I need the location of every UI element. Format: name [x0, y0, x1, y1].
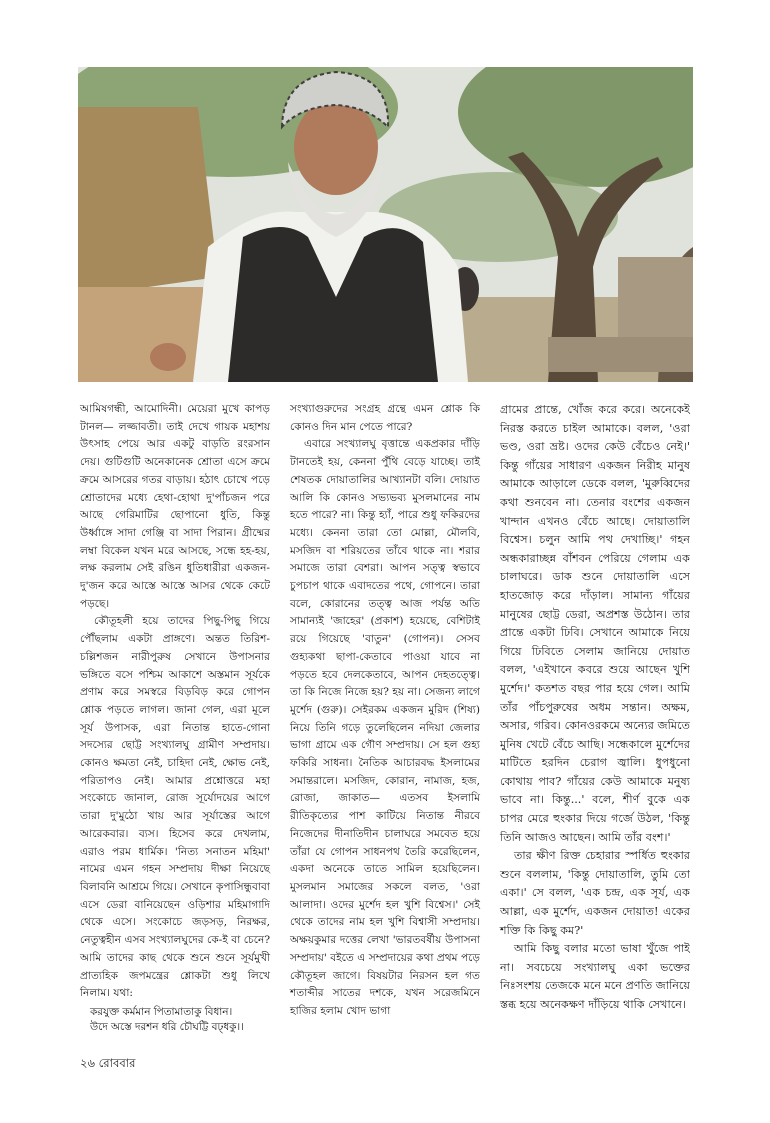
paragraph: আমি কিছু বলার মতো ভাষা খুঁজে পাই না। সবচেয়ে সংখ্যালঘু একা ভক্তের নিঃসংশয় তেজকে মনে মনে প্রণতি জানিয়ে স্তব্ধ হয়ে অনেকক্ষণ দাঁড়িয়ে থাকি সেখানে। — [500, 942, 691, 1011]
paragraph: সংখ্যাগুরুদের সংগ্রহ গ্রন্থে এমন শ্লোক কি কোনও দিন মান পেতে পারে? — [290, 403, 480, 433]
stone-wall — [618, 257, 693, 347]
magazine-name: রোববার — [98, 1056, 136, 1070]
verse-line: করযুক্ত কর্মমান পিতামাতাকু বিধান। — [90, 1005, 233, 1018]
trough — [548, 337, 693, 372]
page-number: ২৬ — [80, 1056, 95, 1070]
page-footer — [80, 1055, 135, 1074]
article-column-1 — [80, 401, 270, 1035]
portrait-photo — [78, 67, 693, 382]
thatch-hut — [78, 107, 218, 297]
paragraph: গ্রামের প্রান্তে, খোঁজ করে করে। অনেকেই নিরস্ত করতে চাইল আমাকে। বলল, 'ওরা ভণ্ড, ওরা ভ্রষ্ট। ওদের কেউ বেঁচেও নেই।' কিন্তু গাঁয়ের সাধারণ একজন নিরীহ মানুষ আমাকে আড়ালে ডেকে বলল, 'মুরুব্বিদের কথা শুনবেন না। তেনার বংশের একজন খান্দান এখনও বেঁচে আছে। দোয়াতালি বিশ্বেস। চলুন আমি পথ দেখাচ্ছি।' গহন অন্ধকারাচ্ছন্ন বাঁশবন পেরিয়ে গেলাম এক চালাঘরে। ডাক শুনে দোয়াতালি এসে হাতজোড় করে দাঁড়াল। সামান্য গাঁয়ের মানুষের ছোট্ট ডেরা, অপ্রশস্ত উঠোন। তার প্রান্তে একটা ঢিবি। সেখানে আমাকে নিয়ে গিয়ে ঢিবিতে সেলাম জানিয়ে দোয়াত বলল, 'এইখানে কবরে শুয়ে আছেন খুশি মুর্শেদ।' কতশত বছর পার হয়ে গেল। আমি তাঁর পাঁচপুরুষের অধম সন্তান। অক্ষম, অসার, গরিব। কোনওরকমে অন্যের জমিতে মুনিষ খেটে বেঁচে আছি। সন্ধেকালে মুর্শেদের মাটিতে হরদিন চেরাগ জ্বালি। ধুপধুনো কোথায় পাব? গাঁয়ের কেউ আমাকে মনুষ্য ভাবে না। কিন্তু...' বলে, শীর্ণ বুকে এক চাপর মেরে হুংকার দিয়ে গর্জে উঠল, 'কিন্তু তিনি আজও আছেন। আমি তাঁর বংশ।' — [500, 403, 690, 844]
hut-wall — [78, 287, 203, 382]
paragraph: তার ক্ষীণ রিক্ত চেহারার স্পর্ধিত হুংকার শুনে বললাম, 'কিন্তু দোয়াতালি, তুমি তো একা।' সে বলল, 'এক চন্দ্র, এক সূর্য, এক আল্লা, এক মুর্শেদ, একজন দোয়াত! একের শক্তি কি কিছু কম?' — [500, 849, 690, 937]
paragraph: আমিষগন্ধী, আমোদিনী। মেয়েরা মুখে কাপড় টানল— লজ্জাবতী। তাই দেখে গায়ক মহাশয় উৎসাহ পেয়ে আর একটু বাড়তি রংরসান দেয়। গুটিগুটি অনেকানেক শ্রোতা এসে ক্রমে ক্রমে আসরের গতর বাড়ায়। হঠাৎ চোখে পড়ে শ্রোতাদের মধ্যে হেথা-হোথা দু'পাঁচজন পরে আছে গেরিমাটির ছোপানো ধুতি, কিন্তু উর্ধ্বাঙ্গে সাদা গেঞ্জি বা সাদা পিরান। গ্রীষ্মের লম্বা বিকেল যখন মরে আসছে, সন্ধে হহ-হয়, লক্ষ করলাম সেই রঙিন ধুতিধারীরা একজন-দু'জন করে আস্তে আস্তে আসর থেকে কেটে পড়ছে। — [80, 403, 270, 610]
face — [294, 99, 378, 195]
verse-line: উদে অস্তে দরশন ধরি চৌঘট্টি বঢ্ধকু।। — [90, 1020, 244, 1033]
article-column-2 — [290, 401, 480, 1021]
article-photo — [78, 67, 693, 382]
paragraph: কৌতূহলী হয়ে তাদের পিছু-পিছু গিয়ে পৌঁছলাম একটা প্রাঙ্গণে। অন্তত তিরিশ-চল্লিশজন নারীপুরুষ সেখানে উপাসনার ভঙ্গিতে বসে পশ্চিম আকাশে অস্তমান সূর্যকে প্রণাম করে সমস্বরে বিড়বিড় করে গোপন শ্লোক পড়তে লাগল। জানা গেল, এরা মূলে সূর্য উপাসক, এরা নিতান্ত হাতে-গোনা সদস্যের ছোট্ট সংখ্যালঘু গ্রামীণ সম্প্রদায়। কোনও ক্ষমতা নেই, চাহিদা নেই, ক্ষোভ নেই, পরিতাপও নেই। আমার প্রশ্নোত্তরে মহা সংকোচে জানাল, রোজ সূর্যোদয়ের আগে তারা দু'মুঠো খায় আর সূর্যাস্তের আগে আরেকবার। ব্যস। হিসেব করে দেখলাম, এরাও পরম ধার্মিক। 'নিত্য সনাতন মহিমা' নামের এমন গহন সম্প্রদায় দীক্ষা নিয়েছে বিলাবনি আশ্রমে গিয়ে। সেখানে কৃপাসিন্ধুবাবা এসে ডেরা বানিয়েছেন ওড়িশার মহিমাগাদি থেকে এসে। সংকোচে জড়সড়, নিরক্ষর, নেতুত্বহীন এসব সংখ্যালঘুদের কে-ই বা চেনে? আমি তাদের কাছ থেকে শুনে শুনে সূর্যমুখী প্রাত্যহিক জপমন্ত্রের শ্লোকটা শুধু লিখে নিলাম। যথা: — [80, 615, 270, 1000]
article-column-3 — [500, 401, 690, 1015]
hand — [150, 343, 186, 371]
paragraph: এবারে সংখ্যালঘু বৃত্তান্তে একপ্রকার দাঁড়ি টানতেই হয়, কেননা পুঁথি বেড়ে যাচ্ছে। তাই শেষতক দোয়াতালির আখ্যানটা বলি। দোয়াত আলি কি কোনও সভ্যভব্য মুসলমানের নাম হতে পারে? না। কিন্তু হ্যাঁ, পারে শুধু ফকিরদের মধ্যে। কেননা তারা তো মোল্লা, মৌলবি, মসজিদ বা শরিয়তের তাঁবে থাকে না। শরার সমাজে তারা বেশরা। আপন সত্ত্ব স্বভাবে চুপচাপ থাকে এবাদতের পথে, গোপনে। তারা বলে, কোরানের তত্ত্ব আজ পর্যন্ত অতি সামান্যই 'জাহের' (প্রকাশ) হয়েছে, বেশিটাই রয়ে গিয়েছে 'বাতুন' (গোপন)। সেসব গুহ্যকথা ছাপা-কেতাবে পাওয়া যাবে না পড়তে হবে দেলকেতাবে, আপন দেহতত্ত্বে। তা কি নিজে নিজে হয়? হয় না। সেজন্য লাগে মুর্শেদ (গুরু)। সেইরকম একজন মুরিদ (শিষ্য) নিয়ে তিনি গড়ে তুলেছিলেন নদিয়া জেলার ভাগা গ্রামে এক গৌণ সম্প্রদায়। সে হল গুহ্য ফকিরি সাধনা। নৈতিক আচারবদ্ধ ইসলামের সমান্তরালে। মসজিদ, কোরান, নামাজ, হজ, রোজা, জাকাত— এতসব ইসলামি রীতিকৃত্যের পাশ কাটিয়ে নিতান্ত নীরবে নিজেদের দীনাতিদীন চালাঘরে সমবেত হয়ে তাঁরা যে গোপন সাধনপথ তৈরি করেছিলেন, একদা অনেকে তাতে সামিল হয়েছিলেন। মুসলমান সমাজের সকলে বলত, 'ওরা আলাদা। ওদের মুর্শেদ হল খুশি বিশ্বেস।' সেই থেকে তাদের নাম হল খুশি বিশ্বাসী সম্প্রদায়। অক্ষয়কুমার দত্তের লেখা 'ভারতবর্ষীয় উপাসনা সম্প্রদায়' বইতে এ সম্প্রদায়ের কথা প্রথম পড়ে কৌতূহল জাগে। বিষয়টার নিরসন হল গত শতাব্দীর সাতের দশকে, যখন সরেজমিনে হাজির হলাম খোদ ভাগা — [290, 438, 480, 1017]
verse-block — [80, 1005, 270, 1035]
